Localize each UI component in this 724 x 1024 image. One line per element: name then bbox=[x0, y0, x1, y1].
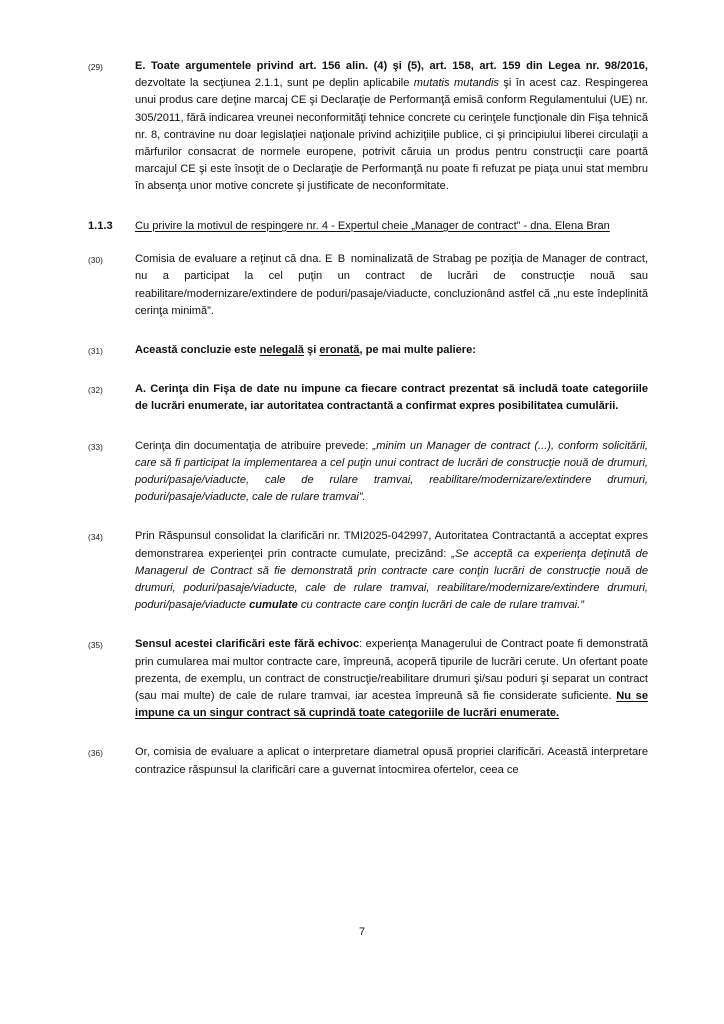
run-bold-underline: nelegală bbox=[259, 344, 304, 357]
paragraph-number: (31) bbox=[88, 347, 103, 357]
run-bold: şi bbox=[303, 344, 320, 357]
run-bold-underline: eronată bbox=[319, 344, 360, 357]
run-bold-italic: cumulate bbox=[249, 599, 298, 612]
paragraph-31 bbox=[88, 342, 648, 359]
run-bold: A. Cerinţa din Fişa de date nu impune ca fiecare contract prezentat să includă toate categoriile de lucrări enumerate, iar autoritatea contractantă a confirmat expres posibilitatea cumulării. bbox=[135, 383, 648, 413]
run-normal: Cerinţa din documentaţia de atribuire prevede: bbox=[135, 439, 373, 452]
run-italic-quote: cu contracte care conţin lucrări de cale de rulare tramvai.” bbox=[297, 599, 584, 612]
run-normal: nominalizată de Strabag pe poziţia de Manager de contract, nu a participat la cel puţin un contract de lucrări de construcţie nouă sau reabilitare/modernizare/extindere de poduri/pasaje/viaducte, concluzionând astfel că „nu este îndeplinită cerinţa minimă”. bbox=[135, 253, 649, 317]
run-normal: Prin Răspunsul consolidat la clarificări nr. TMI2025-042997, Autoritatea Contractantă a acceptat expres demonstrarea experienţei prin contracte cumulate, precizând: bbox=[135, 530, 648, 560]
paragraph-text bbox=[135, 342, 648, 359]
run-bold: Sensul acestei clarificări este fără echivoc bbox=[135, 638, 360, 651]
page-number: 7 bbox=[358, 926, 366, 938]
run-italic: mutatis mutandis bbox=[413, 77, 499, 90]
paragraph-number: (35) bbox=[88, 641, 103, 651]
paragraph-number: (29) bbox=[88, 63, 103, 72]
run-bold: , pe mai multe paliere: bbox=[359, 344, 476, 357]
run-bold: E. Toate argumentele privind art. 156 alin. (4) şi (5), art. 158, art. 159 din Legea nr. 98/2016, bbox=[135, 60, 648, 72]
section-heading-1-1-3 bbox=[88, 218, 648, 236]
run-normal: Comisia de evaluare a reţinut că dna. E bbox=[135, 253, 333, 266]
paragraph-text bbox=[135, 381, 648, 415]
paragraph-number: (34) bbox=[88, 533, 103, 543]
paragraph-text bbox=[135, 438, 648, 507]
run-bold: Această concluzie este bbox=[135, 344, 260, 357]
paragraph-32 bbox=[88, 381, 648, 415]
paragraph-number: (33) bbox=[88, 442, 103, 452]
paragraph-36 bbox=[88, 744, 648, 778]
paragraph-35 bbox=[88, 636, 648, 722]
run-normal: : experienţa Managerului de Contract poate fi demonstrată prin cumularea mai multor contracte care, împreună, acoperă tipurile de lucrări cerute. Un ofertant poate prezenta, de exemplu, un contract de construcţie/reabilitare drumuri şi/sau poduri şi separat un contract (sau mai multe) de cale de rulare tramvai, iar acestea împreună să fie considerate suficiente. bbox=[135, 638, 648, 703]
paragraph-text bbox=[135, 636, 648, 722]
paragraph-number: (32) bbox=[88, 386, 103, 396]
section-heading-text: Cu privire la motivul de respingere nr. 4 - Expertul cheie „Manager de contract” - dna. Elena Bran bbox=[135, 219, 610, 232]
run-normal: Or, comisia de evaluare a aplicat o interpretare diametral opusă propriei clarificări. Această interpretare contrazice răspunsul la clarificări care a guvernat întocmirea ofertelor, ceea ce bbox=[135, 746, 648, 776]
run-bold-underline: Nu se impune ca un singur contract să cuprindă toate categoriile de lucrări enumerate. bbox=[135, 690, 648, 720]
redacted-name: B bbox=[332, 253, 346, 266]
paragraph-number: (36) bbox=[88, 749, 103, 759]
paragraph-30 bbox=[88, 251, 648, 320]
run-italic-quote: „Se acceptă ca experienţa deţinută de Managerul de Contract să fie demonstrată prin contracte care conţin lucrări de construcţie nouă de drumuri, poduri/pasaje/viaducte, cale de rulare tramvai, reabilitare/modernizare/extindere drumuri, poduri/pasaje/viaducte bbox=[135, 547, 649, 612]
section-heading-number: 1.1.3 bbox=[88, 219, 113, 232]
paragraph-29 bbox=[88, 58, 648, 196]
run-normal: şi în acest caz. Respingerea unui produs care deţine marcaj CE şi Declaraţie de Performanţă emisă conform Regulamentului (UE) nr. 305/2011, fără indicarea vreunei neconformităţi tehnice concrete cu cerinţele funcţionale din Fişa tehnică nr. 8, contravine nu doar legislaţiei naţionale privind achiziţiile publice, ci şi principiului liberei circulaţii a mărfurilor consacrat de normele europene, potrivit căruia un produs pentru construcţii care poartă marcajul CE şi este însoţit de o Declaraţie de Performanţă nu poate fi refuzat pe piaţa unui stat membru în absenţa unor motive concrete şi justificate de neconformitate. bbox=[135, 77, 648, 193]
paragraph-text bbox=[135, 58, 648, 196]
run-italic-quote: „minim un Manager de contract (...), conform solicitării, care să fi participat la implementarea a cel puţin unui contract de lucrări de construcţie nouă de drumuri, poduri/pasaje/viaducte, cale de rulare tramvai, reabilitare/modernizare/extindere drumuri, poduri/pasaje/viaducte, cale de rulare tramvai”. bbox=[135, 439, 648, 504]
paragraph-text bbox=[135, 744, 648, 778]
paragraph-text bbox=[135, 528, 648, 614]
run-normal: dezvoltate la secţiunea 2.1.1, sunt pe deplin aplicabile bbox=[135, 77, 414, 90]
paragraph-34 bbox=[88, 528, 648, 614]
paragraph-33 bbox=[88, 438, 648, 507]
paragraph-text bbox=[135, 251, 648, 320]
page-content bbox=[88, 58, 648, 795]
paragraph-number: (30) bbox=[88, 256, 103, 266]
